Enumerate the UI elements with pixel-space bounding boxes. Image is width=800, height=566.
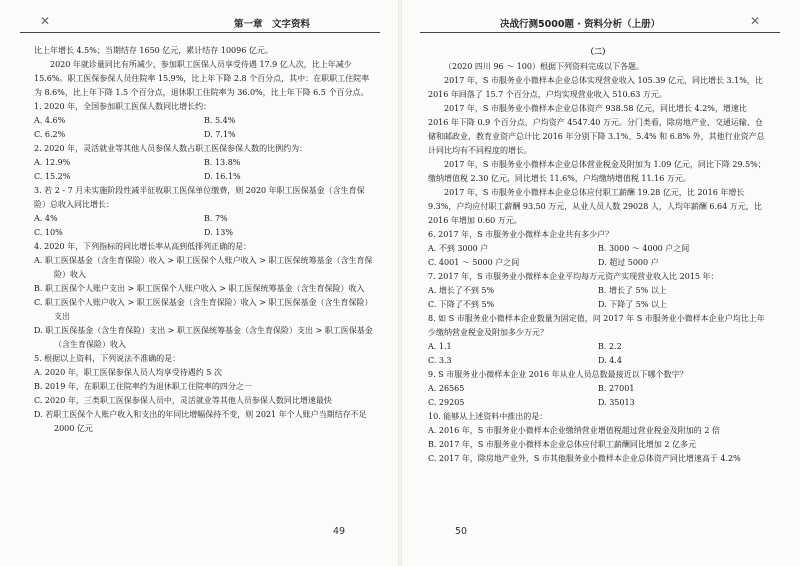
question-10: 10. 能够从上述资料中推出的是： xyxy=(428,412,548,421)
question-7-options xyxy=(428,284,768,312)
option: D. 13% xyxy=(204,228,233,237)
question-7: 7. 2017 年，S 市服务业小微样本企业平均每万元资产实现营业收入比 2015 年： xyxy=(428,272,719,281)
option: A. 4% xyxy=(34,214,58,223)
question-1: 1. 2020 年，全国参加职工医保人数同比增长约： xyxy=(34,102,212,111)
question-3-options xyxy=(34,212,374,240)
paragraph: 2017 年，S 市服务业小微样本企业总体资产 938.58 亿元，同比增长 4.2%，增速比 2016 年下降 0.9 个百分点，户均资产 4547.40 万元。分门类看，除房地产业、交通运输、仓储和邮政业，教育业资产总计比 2016 年分别下降 3.1%、5.4% 和 6.8% 外，其他行业资产总计同比均有不同程度的增长。 xyxy=(428,104,765,155)
left-page-header xyxy=(20,18,380,33)
option: B. 2019 年，在职职工住院率约为退休职工住院率的四分之一 xyxy=(34,382,252,391)
question-6: 6. 2017 年，S 市服务业小微样本企业共有多少户？ xyxy=(428,230,614,239)
option: A. 1.1 xyxy=(428,342,452,351)
option: B. 3000 ～ 4000 户之间 xyxy=(598,244,690,253)
option: D. 若职工医保个人账户收入和支出的年同比增幅保持不变，则 2021 年个人账户当期结存不足 2000 亿元 xyxy=(34,410,367,433)
question-1-options xyxy=(34,114,374,142)
question-5: 5. 根据以上资料，下列说法不准确的是： xyxy=(34,354,181,363)
right-page-number: 50 xyxy=(455,526,468,537)
left-page-number: 49 xyxy=(333,526,346,537)
question-3: 3. 若 2 - 7 月未实施阶段性减半征收职工医保单位缴费，则 2020 年职工医保基金（含生育保险）总收入同比增长： xyxy=(34,186,365,209)
option: D. 下降了 5% 以上 xyxy=(598,300,667,309)
question-4: 4. 2020 年，下列指标的同比增长率从高到低排列正确的是： xyxy=(34,242,252,251)
crop-mark-icon: ✕ xyxy=(749,14,760,28)
option: C. 职工医保个人账户收入 > 职工医保基金（含生育保险）收入 > 职工医保基金（含生育保险）支出 xyxy=(34,298,373,321)
question-8-options xyxy=(428,340,768,368)
left-page-content xyxy=(34,44,374,436)
option: C. 3.3 xyxy=(428,356,452,365)
paragraph: 比上年增长 4.5%；当期结存 1650 亿元，累计结存 10096 亿元。 xyxy=(34,46,273,55)
option: B. 职工医保个人账户支出 > 职工医保个人账户收入 > 职工医保统筹基金（含生育保险）收入 xyxy=(34,284,365,293)
option: B. 5.4% xyxy=(204,116,236,125)
option: D. 35013 xyxy=(598,398,635,407)
option: D. 7.1% xyxy=(204,130,236,139)
chapter-title: 第一章 文字资料 xyxy=(233,19,310,30)
right-page-content xyxy=(428,44,768,466)
option: B. 2.2 xyxy=(598,342,622,351)
option: D. 4.4 xyxy=(598,356,622,365)
paragraph: 2020 年就诊量同比有所减少，参加职工医保人员享受待遇 17.9 亿人次，比上年减少 15.6%。职工医保参保人员住院率 15.9%，比上年下降 2.8 个百分点，其中：在职职工住院率为 8.6%，比上年下降 1.5 个百分点，退休职工住院率为 36.0%，比上年下降 6.5 个百分点。 xyxy=(34,60,370,97)
option: C. 15.2% xyxy=(34,172,71,181)
option: A. 26565 xyxy=(428,384,465,393)
paragraph: 2017 年，S 市服务业小微样本企业总体实现营业收入 105.39 亿元，同比增长 3.1%，比 2016 年回落了 15.7 个百分点，户均实现营业收入 510.63 万元。 xyxy=(428,76,763,99)
question-6-options xyxy=(428,242,768,270)
option: C. 2017 年，除房地产业外，S 市其他服务业小微样本企业总体资产同比增速高于 4.2% xyxy=(428,454,741,463)
crop-mark-icon: ✕ xyxy=(40,14,51,28)
option: C. 2020 年，三类职工医保参保人员中，灵活就业等其他人员参保人数同比增速最快 xyxy=(34,396,332,405)
option: C. 29205 xyxy=(428,398,465,407)
option: B. 7% xyxy=(204,214,228,223)
question-9-options xyxy=(428,382,768,410)
right-page-header xyxy=(420,18,780,33)
question-2-options xyxy=(34,156,374,184)
option: A. 12.9% xyxy=(34,158,71,167)
question-8: 8. 如 S 市服务业小微样本企业数量为固定值，问 2017 年 S 市服务业小微样本企业户均比上年少缴纳营业税金及附加多少万元？ xyxy=(428,314,765,337)
question-9: 9. S 市服务业小微样本企业 2016 年从业人员总数最接近以下哪个数字？ xyxy=(428,370,688,379)
option: C. 6.2% xyxy=(34,130,66,139)
option: B. 2017 年，S 市服务业小微样本企业总体应付职工薪酬同比增加 2 亿多元 xyxy=(428,440,697,449)
question-2: 2. 2020 年，灵活就业等其他人员参保人数占职工医保参保人数的比例约为： xyxy=(34,144,308,153)
option: C. 下降了不到 5% xyxy=(428,300,495,309)
option: C. 4001 ～ 5000 户之间 xyxy=(428,258,520,267)
section-title: （二） xyxy=(586,46,610,56)
source-note: （2020 四川 96 ～ 100）根据下列资料完成以下各题。 xyxy=(444,62,644,71)
option: A. 2016 年，S 市服务业小微样本企业缴纳营业增值税超过营业税金及附加的 2 倍 xyxy=(428,426,720,435)
option: D. 超过 5000 户 xyxy=(598,258,659,267)
option: D. 16.1% xyxy=(204,172,241,181)
option: A. 职工医保基金（含生育保险）收入 > 职工医保个人账户收入 > 职工医保统筹基金（含生育保险）收入 xyxy=(34,256,373,279)
book-title: 决战行测5000题 · 资料分析（上册） xyxy=(500,19,661,30)
paragraph: 2017 年，S 市服务业小微样本企业总体营业税金及附加为 1.09 亿元，同比下降 29.5%；缴纳增值税 2.30 亿元，同比增长 11.6%，户均缴纳增值税 11.16 万元。 xyxy=(428,160,766,183)
option: B. 13.8% xyxy=(204,158,241,167)
option: A. 4.6% xyxy=(34,116,66,125)
option: D. 职工医保基金（含生育保险）支出 > 职工医保统筹基金（含生育保险）支出 > 职工医保基金（含生育保险）收入 xyxy=(34,326,373,349)
option: A. 增长了不到 5% xyxy=(428,286,495,295)
option: B. 27001 xyxy=(598,384,635,393)
option: A. 不到 3000 户 xyxy=(428,244,489,253)
option: A. 2020 年，职工医保参保人员人均享受待遇约 5 次 xyxy=(34,368,222,377)
paragraph: 2017 年，S 市服务业小微样本企业总体应付职工薪酬 19.28 亿元，比 2016 年增长 9.3%，户均应付职工薪酬 93.50 万元，从业人员人数 29028 人，人均年薪酬 6.64 万元，比 2016 年增加 0.60 万元。 xyxy=(428,188,762,225)
option: B. 增长了 5% 以上 xyxy=(598,286,667,295)
option: C. 10% xyxy=(34,228,63,237)
